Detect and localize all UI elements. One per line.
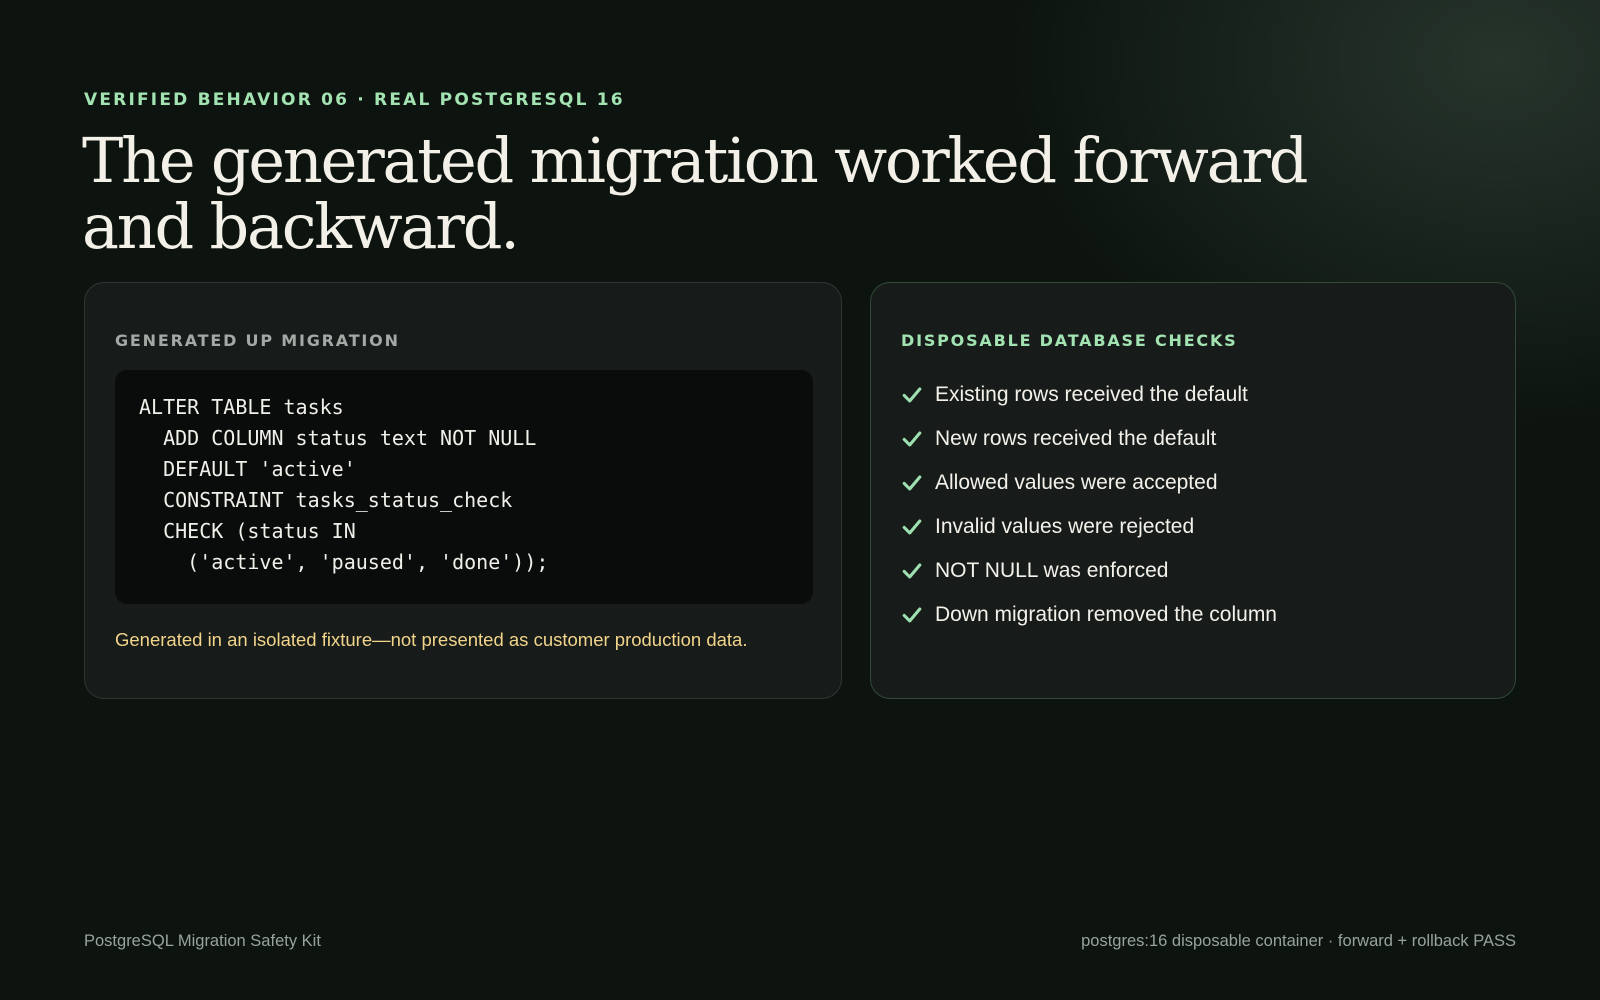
checkmark-icon — [901, 428, 923, 450]
footer-status: postgres:16 disposable container · forward + rollback PASS — [1081, 932, 1516, 950]
check-item — [901, 505, 1277, 549]
check-label: Down migration removed the column — [935, 603, 1277, 626]
checkmark-icon — [901, 472, 923, 494]
checkmark-icon — [901, 604, 923, 626]
check-item — [901, 373, 1277, 417]
checkmark-icon — [901, 384, 923, 406]
footer-product-name: PostgreSQL Migration Safety Kit — [84, 932, 321, 950]
check-item — [901, 593, 1277, 637]
checkmark-icon — [901, 516, 923, 538]
checks-card-title: DISPOSABLE DATABASE CHECKS — [901, 331, 1238, 350]
page-title: The generated migration worked forward and backward. — [82, 124, 1307, 263]
check-label: New rows received the default — [935, 427, 1217, 450]
code-block — [115, 370, 813, 604]
migration-card-title: GENERATED UP MIGRATION — [115, 331, 400, 350]
check-label: Invalid values were rejected — [935, 515, 1195, 538]
check-item — [901, 461, 1277, 505]
check-label: Existing rows received the default — [935, 383, 1248, 406]
checkmark-icon — [901, 560, 923, 582]
eyebrow-label: VERIFIED BEHAVIOR 06 · REAL POSTGRESQL 16 — [84, 90, 625, 110]
check-item — [901, 549, 1277, 593]
check-item — [901, 417, 1277, 461]
checks-card — [870, 282, 1516, 699]
migration-card — [84, 282, 842, 699]
migration-code: ALTER TABLE tasks ADD COLUMN status text NOT NULL DEFAULT 'active' CONSTRAINT tasks_status_check CHECK (status IN ('active', 'paused', 'done')); — [139, 395, 549, 574]
check-label: NOT NULL was enforced — [935, 559, 1169, 582]
fixture-note: Generated in an isolated fixture—not presented as customer production data. — [115, 629, 748, 650]
check-label: Allowed values were accepted — [935, 471, 1218, 494]
checks-list — [901, 373, 1277, 637]
